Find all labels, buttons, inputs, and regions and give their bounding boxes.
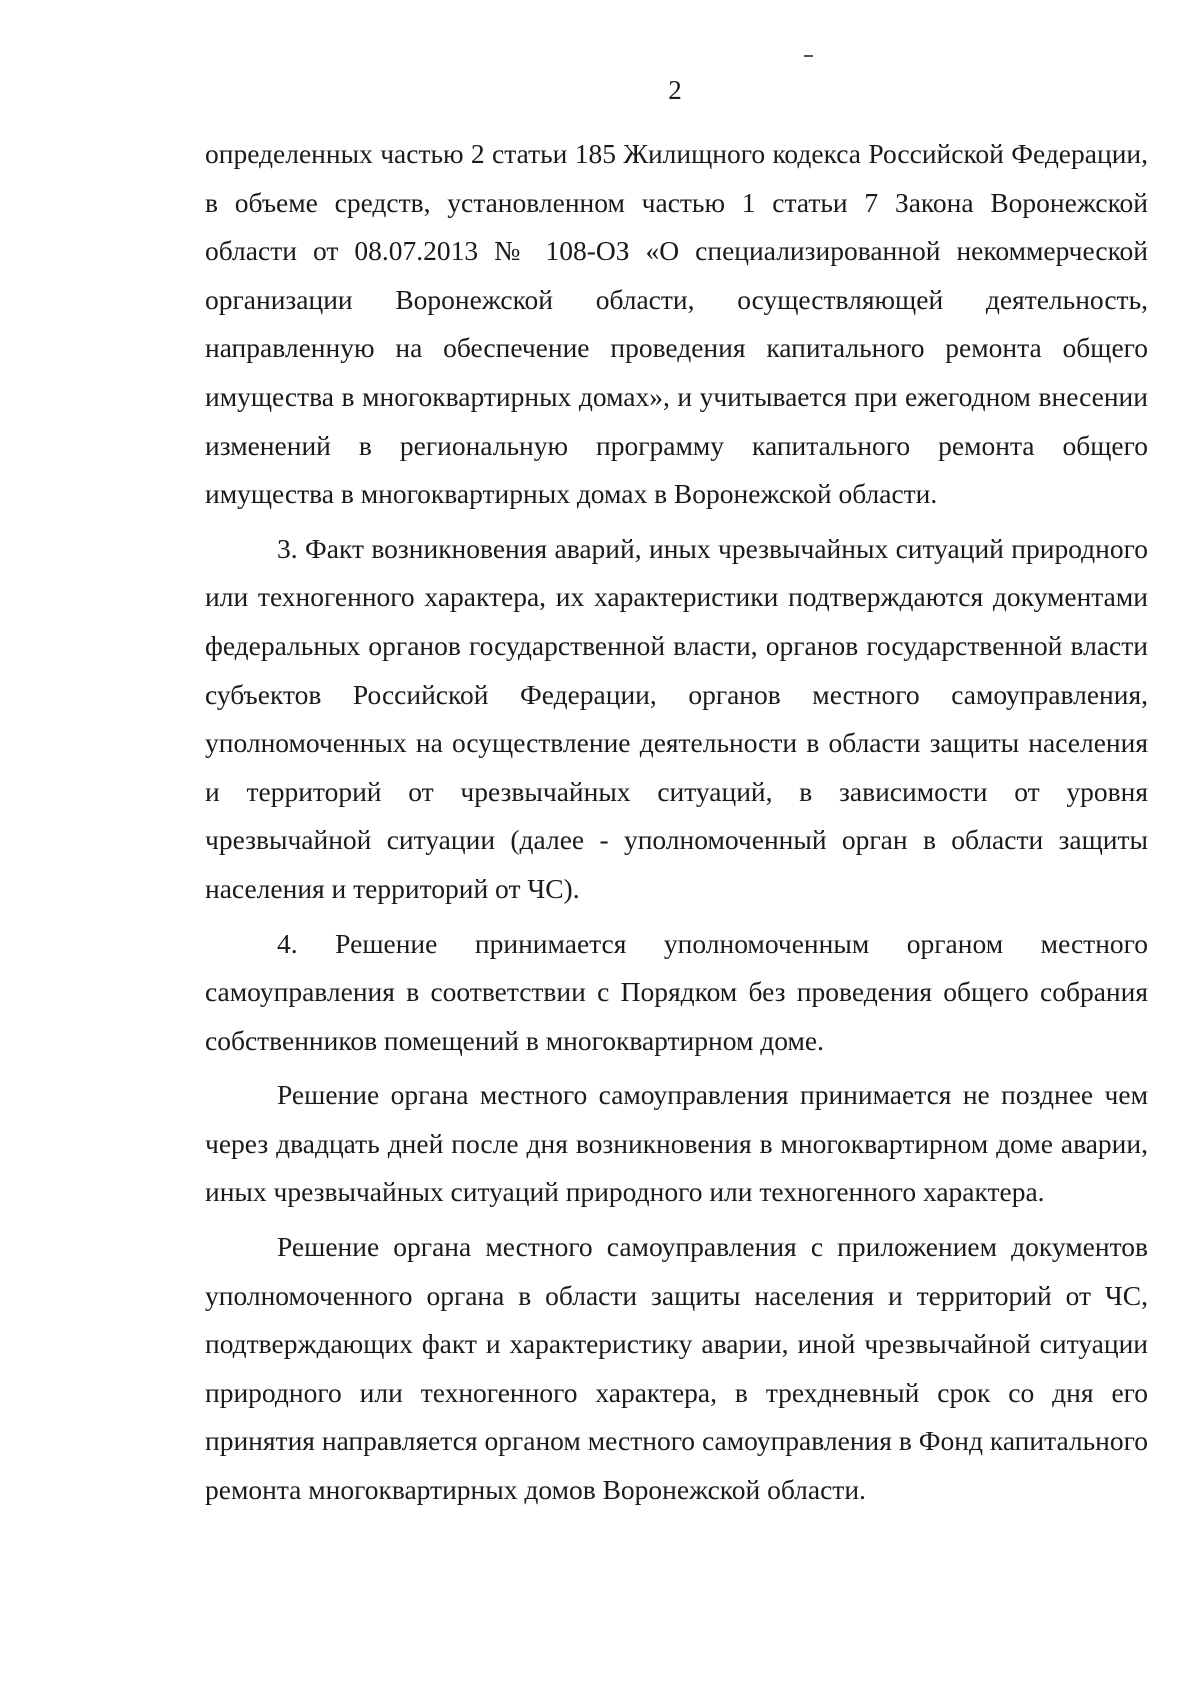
scan-mark: [804, 55, 813, 57]
document-body: [205, 130, 1148, 1515]
paragraph-item-3: 3. Факт возникновения аварий, иных чрезвычайных ситуаций природного или техногенного характера, их характеристики подтверждаются документами федеральных органов государственной власти, органов государственной власти субъектов Российской Федерации, органов местного самоуправления, уполномоченных на осуществление деятельности в области защиты населения и территорий от чрезвычайных ситуаций, в зависимости от уровня чрезвычайной ситуации (далее - уполномоченный орган в области защиты населения и территорий от ЧС).: [205, 532, 1148, 904]
paragraph-decision-submission: Решение органа местного самоуправления с приложением документов уполномоченного органа в области защиты населения и территорий от ЧС, подтверждающих факт и характеристику аварии, иной чрезвычайной ситуации природного или техногенного характера, в трехдневный срок со дня его принятия направляется органом местного самоуправления в Фонд капитального ремонта многоквартирных домов Воронежской области.: [205, 1231, 1148, 1506]
paragraph-decision-deadline: Решение органа местного самоуправления принимается не позднее чем через двадцать дней после дня возникновения в многоквартирном доме аварии, иных чрезвычайных ситуаций природного или техногенного характера.: [205, 1079, 1148, 1208]
paragraph-item-4: 4. Решение принимается уполномоченным органом местного самоуправления в соответствии с Порядком без проведения общего собрания собственников помещений в многоквартирном доме.: [205, 927, 1148, 1056]
paragraph-continuation: определенных частью 2 статьи 185 Жилищного кодекса Российской Федерации, в объеме средств, установленном частью 1 статьи 7 Закона Воронежской области от 08.07.2013 № 108-ОЗ «О специализированной некоммерческой организации Воронежской области, осуществляющей деятельность, направленную на обеспечение проведения капитального ремонта общего имущества в многоквартирных домах», и учитывается при ежегодном внесении изменений в региональную программу капитального ремонта общего имущества в многоквартирных домах в Воронежской области.: [205, 138, 1148, 510]
page-number: 2: [668, 75, 682, 105]
